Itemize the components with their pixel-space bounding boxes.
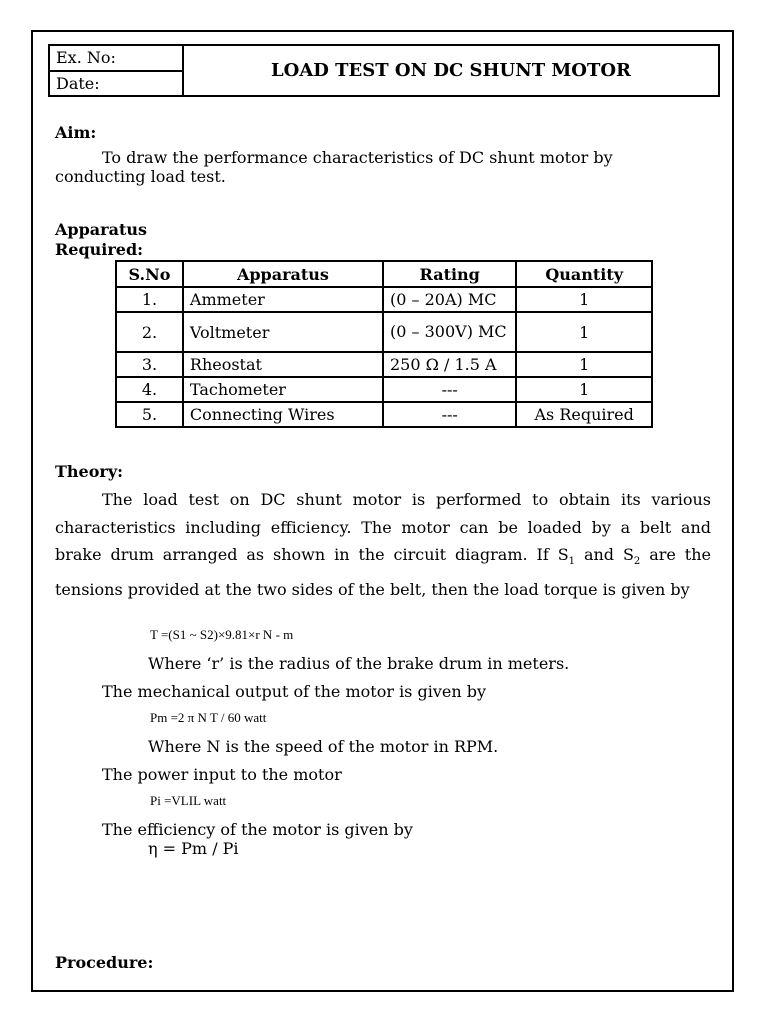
- torque-equation: T =(S1 ~ S2)×9.81×r N - m: [150, 627, 294, 642]
- cell-rating: 250 Ω / 1.5 A: [383, 352, 516, 377]
- cell-sno: 3.: [116, 352, 183, 377]
- procedure-heading: Procedure:: [55, 953, 154, 972]
- cell-apparatus: Connecting Wires: [183, 402, 383, 427]
- apparatus-heading-1: Apparatus: [55, 220, 147, 239]
- aim-heading: Aim:: [55, 123, 97, 142]
- theory-text-b: and S: [575, 545, 634, 564]
- header-box: [48, 44, 720, 97]
- apparatus-heading-2: Required:: [55, 240, 144, 259]
- theory-text-c: are the tensions provided at the two sides of the belt, then the load torque is given by: [55, 545, 711, 599]
- col-sno: S.No: [116, 261, 183, 287]
- pi-equation: Pi =VLIL watt: [150, 793, 227, 808]
- table-row: [116, 402, 652, 427]
- col-apparatus: Apparatus: [183, 261, 383, 287]
- ex-no-label: Ex. No:: [56, 48, 116, 67]
- cell-apparatus: Voltmeter: [183, 312, 383, 352]
- cell-quantity: 1: [516, 312, 652, 352]
- cell-apparatus: Ammeter: [183, 287, 383, 312]
- subscript-2: 2: [633, 556, 641, 568]
- col-rating: Rating: [383, 261, 516, 287]
- cell-rating: ---: [383, 402, 516, 427]
- apparatus-table: [115, 260, 653, 428]
- cell-rating: (0 – 300V) MC: [383, 312, 516, 352]
- table-row: [116, 377, 652, 402]
- cell-quantity: 1: [516, 377, 652, 402]
- table-row: [116, 312, 652, 352]
- pm-equation: Pm =2 π N T / 60 watt: [150, 710, 267, 725]
- mechanical-output-text: The mechanical output of the motor is given by: [102, 682, 487, 701]
- where-n-text: Where N is the speed of the motor in RPM.: [148, 737, 499, 756]
- cell-quantity: As Required: [516, 402, 652, 427]
- document-title: LOAD TEST ON DC SHUNT MOTOR: [270, 60, 631, 81]
- aim-line-2: conducting load test.: [55, 167, 226, 186]
- table-row: [116, 352, 652, 377]
- where-r-text: Where ‘r’ is the radius of the brake drum in meters.: [148, 654, 570, 673]
- efficiency-equation: η = Pm / Pi: [148, 839, 239, 858]
- theory-text-a: The load test on DC shunt motor is performed to obtain its various characteristics including efficiency. The motor can be loaded by a belt and brake drum arranged as shown in the circuit diagram. If S: [55, 490, 711, 564]
- theory-paragraph: [55, 486, 711, 603]
- cell-apparatus: Rheostat: [183, 352, 383, 377]
- cell-quantity: 1: [516, 352, 652, 377]
- col-quantity: Quantity: [516, 261, 652, 287]
- cell-rating: (0 – 20A) MC: [383, 287, 516, 312]
- header-fields: [50, 46, 184, 95]
- cell-sno: 2.: [116, 312, 183, 352]
- cell-sno: 1.: [116, 287, 183, 312]
- theory-heading: Theory:: [55, 462, 124, 481]
- cell-quantity: 1: [516, 287, 652, 312]
- subscript-1: 1: [568, 556, 576, 568]
- cell-rating: ---: [383, 377, 516, 402]
- cell-sno: 4.: [116, 377, 183, 402]
- power-input-text: The power input to the motor: [102, 765, 342, 784]
- aim-line-1: To draw the performance characteristics of DC shunt motor by: [102, 148, 613, 167]
- cell-sno: 5.: [116, 402, 183, 427]
- date-label: Date:: [50, 70, 182, 95]
- table-row: [116, 287, 652, 312]
- table-header-row: [116, 261, 652, 287]
- cell-apparatus: Tachometer: [183, 377, 383, 402]
- efficiency-text: The efficiency of the motor is given by: [102, 820, 413, 839]
